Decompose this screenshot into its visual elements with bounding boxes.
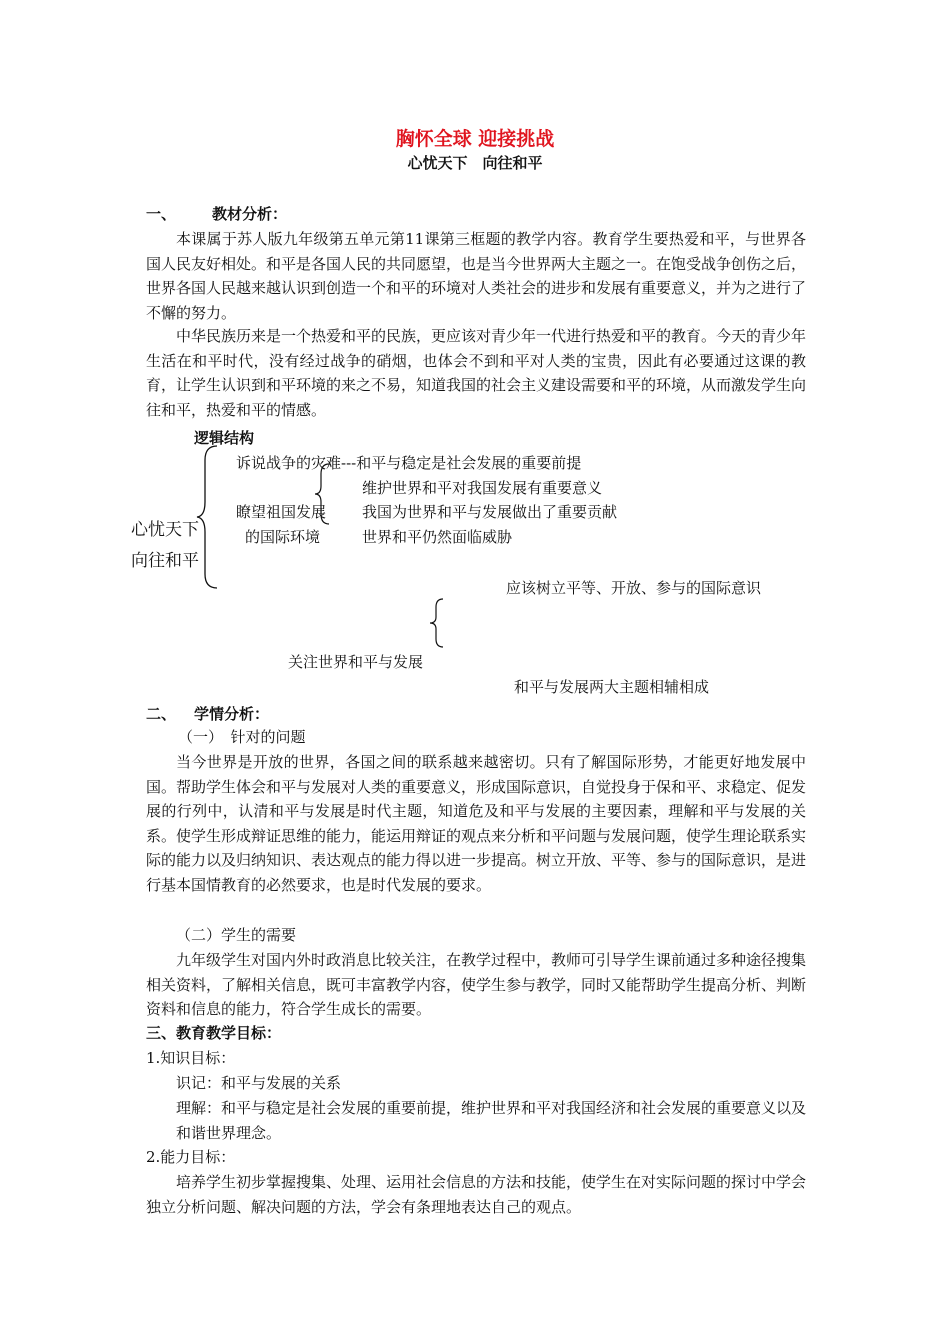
section2-number: 二、 [146, 705, 177, 723]
section1-heading: 教材分析： [212, 205, 288, 223]
document-title: 胸怀全球 迎接挑战 [395, 128, 555, 150]
section3-heading: 三、教育教学目标： [146, 1024, 282, 1042]
section1-paragraph1: 本课属于苏人版九年级第五单元第11课第三框题的教学内容。教育学生要热爱和平，与世界各国人民友好相处。和平是各国人民的共同愿望，也是当今世界两大主题之一。在饱受战争创伤之后，世界各国人民越来越认识到创造一个和平的环境对人类社会的进步和发展有重要意义，并为之进行了不懈的努力。 [146, 230, 807, 322]
logic-item2: 维护世界和平对我国发展有重要意义 [362, 479, 603, 497]
logic-item1: 诉说战争的灾难---和平与稳定是社会发展的重要前提 [236, 454, 582, 472]
ability-title: 2.能力目标： [146, 1148, 236, 1166]
section2-paragraph2: 九年级学生对国内外时政消息比较关注，在教学过程中，教师可引导学生课前通过多种途径搜集相关资料，了解相关信息，既可丰富教学内容，使学生参与教学，同时又能帮助学生提高分析、判断资料和信息的能力，符合学生成长的需要。 [146, 951, 807, 1018]
logic-item6: 和平与发展两大主题相辅相成 [514, 678, 710, 696]
section2-heading: 学情分析： [194, 705, 270, 723]
main-brace [195, 444, 225, 590]
logic-item3: 我国为世界和平与发展做出了重要贡献 [362, 503, 618, 521]
knowledge-item1: 识记：和平与发展的关系 [176, 1074, 342, 1092]
section1-number: 一、 [146, 205, 177, 223]
logic-root-line1: 心忧天下 [131, 520, 199, 540]
section2-sub2: （二）学生的需要 [176, 926, 297, 944]
section2-paragraph1: 当今世界是开放的世界，各国之间的联系越来越密切。只有了解国际形势，才能更好地发展中国。帮助学生体会和平与发展对人类的重要意义，形成国际意识，自觉投身于保和平、求稳定、促发展的行列中，认清和平与发展是时代主题，知道危及和平与发展的主要因素，理解和平与发展的关系。使学生形成辩证思维的能力，能运用辩证的观点来分析和平问题与发展问题，使学生理论联系实际的能力以及归纳知识、表达观点的能力得以进一步提高。树立开放、平等、参与的国际意识，是进行基本国情教育的必然要求，也是时代发展的要求。 [146, 753, 807, 894]
branch3-brace [428, 597, 448, 649]
document-subtitle: 心忧天下 向往和平 [407, 154, 543, 172]
logic-item5: 应该树立平等、开放、参与的国际意识 [506, 579, 762, 597]
logic-branch3: 关注世界和平与发展 [288, 653, 424, 671]
logic-branch2-line2: 的国际环境 [245, 528, 321, 546]
logic-root-line2: 向往和平 [131, 551, 199, 571]
logic-heading: 逻辑结构 [194, 429, 255, 447]
knowledge-title: 1.知识目标： [146, 1049, 236, 1067]
section2-sub1: （一） 针对的问题 [178, 728, 306, 746]
logic-item4: 世界和平仍然面临威胁 [362, 528, 513, 546]
ability-paragraph: 培养学生初步掌握搜集、处理、运用社会信息的方法和技能，使学生在对实际问题的探讨中学会独立分析问题、解决问题的方法，学会有条理地表达自己的观点。 [146, 1173, 807, 1216]
logic-branch2-line1: 瞭望祖国发展 [236, 503, 327, 521]
knowledge-item2: 理解：和平与稳定是社会发展的重要前提，维护世界和平对我国经济和社会发展的重要意义以及和谐世界理念。 [176, 1099, 807, 1142]
section1-paragraph2: 中华民族历来是一个热爱和平的民族，更应该对青少年一代进行热爱和平的教育。今天的青少年生活在和平时代，没有经过战争的硝烟，也体会不到和平对人类的宝贵，因此有必要通过这课的教育，让学生认识到和平环境的来之不易，知道我国的社会主义建设需要和平的环境，从而激发学生向往和平，热爱和平的情感。 [146, 327, 807, 419]
